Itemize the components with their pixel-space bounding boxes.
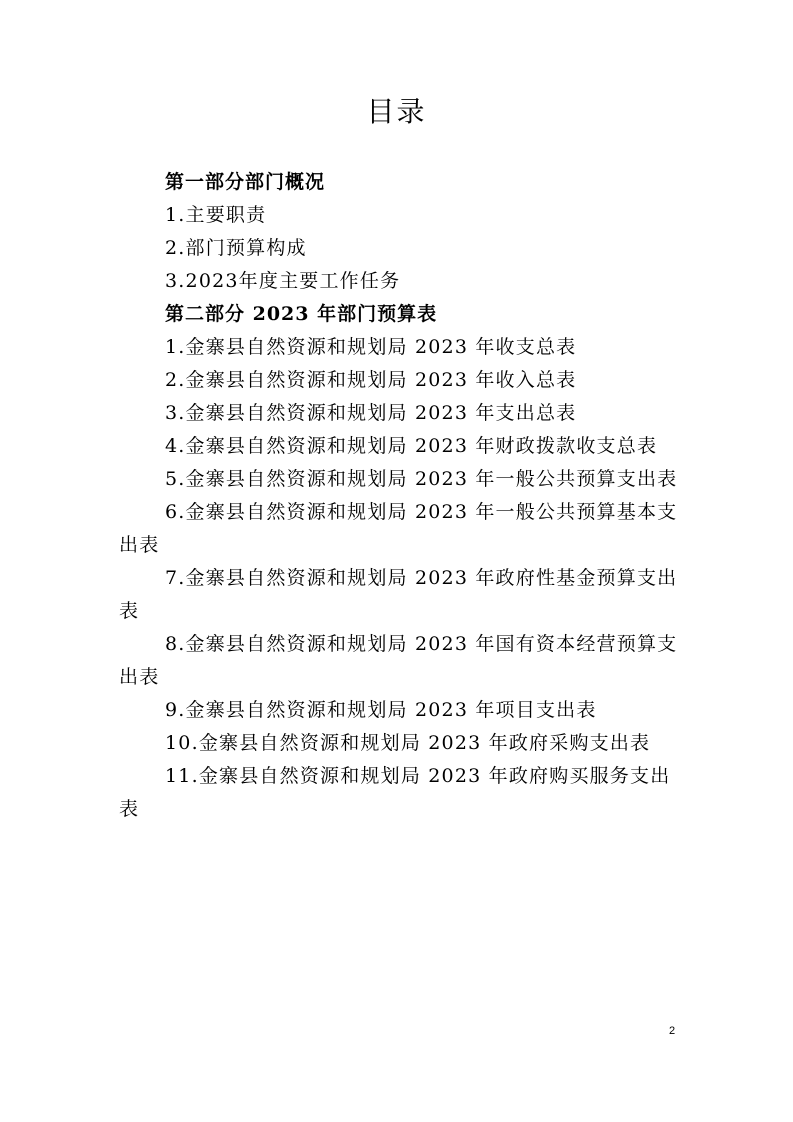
table-of-contents: [119, 166, 679, 826]
toc-part2-item-1: 1.金寨县自然资源和规划局 2023 年收支总表: [165, 336, 577, 358]
toc-part2-item-7: 7.金寨县自然资源和规划局 2023 年政府性基金预算支出表: [119, 567, 678, 622]
toc-part1-item-1: 1.主要职责: [165, 204, 267, 226]
toc-part2-item-5: 5.金寨县自然资源和规划局 2023 年一般公共预算支出表: [165, 468, 678, 490]
toc-part1-item-3: 3.2023年度主要工作任务: [165, 270, 401, 292]
toc-part1-heading: 第一部分部门概况: [165, 171, 326, 193]
toc-part1-item-2: 2.部门预算构成: [165, 237, 307, 259]
page-title: 目录: [366, 95, 427, 128]
toc-part2-item-4: 4.金寨县自然资源和规划局 2023 年财政拨款收支总表: [165, 435, 658, 457]
toc-part2-item-3: 3.金寨县自然资源和规划局 2023 年支出总表: [165, 402, 577, 424]
toc-part2-item-10: 10.金寨县自然资源和规划局 2023 年政府采购支出表: [165, 732, 651, 754]
toc-part2-item-2: 2.金寨县自然资源和规划局 2023 年收入总表: [165, 369, 577, 391]
toc-part2-item-11: 11.金寨县自然资源和规划局 2023 年政府购买服务支出表: [119, 765, 671, 820]
toc-part2-item-6: 6.金寨县自然资源和规划局 2023 年一般公共预算基本支出表: [119, 501, 678, 556]
toc-part2-item-9: 9.金寨县自然资源和规划局 2023 年项目支出表: [165, 699, 597, 721]
toc-part2-item-8: 8.金寨县自然资源和规划局 2023 年国有资本经营预算支出表: [119, 633, 678, 688]
toc-part2-heading: 第二部分 2023 年部门预算表: [165, 303, 438, 325]
page-number: 2: [668, 1025, 676, 1037]
